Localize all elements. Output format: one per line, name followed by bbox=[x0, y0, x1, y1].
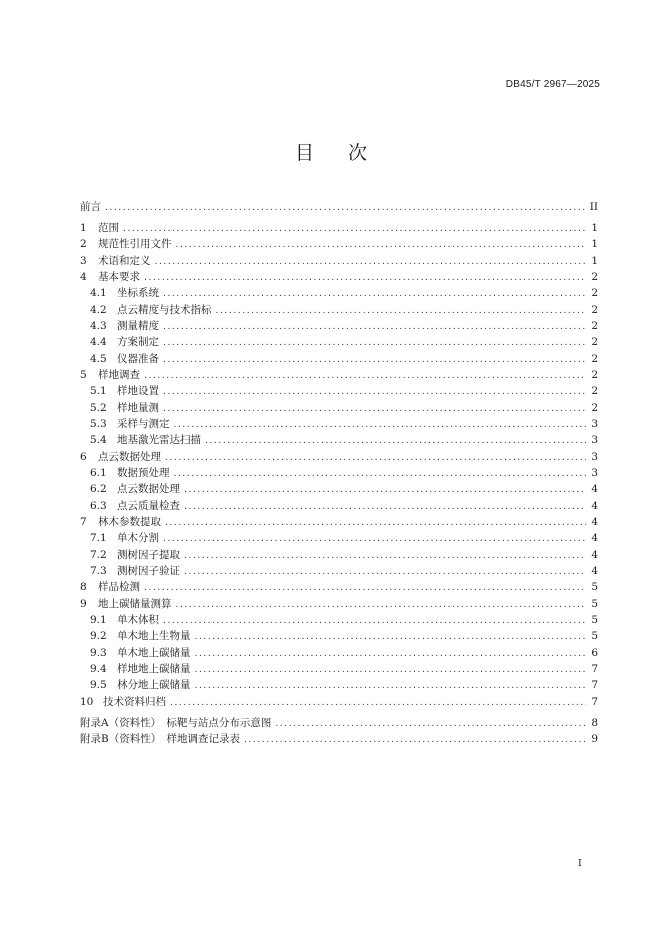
toc-entry-label: 单木分割 bbox=[117, 532, 159, 545]
toc-entry-number: 3 bbox=[80, 254, 87, 267]
toc-entry-page: 2 bbox=[591, 303, 598, 316]
toc-dot-leader bbox=[144, 273, 586, 283]
toc-entry-number: 6.3 bbox=[90, 499, 107, 512]
toc-entry-number: 4 bbox=[80, 270, 87, 283]
page-title bbox=[0, 138, 662, 165]
toc-entry[interactable] bbox=[80, 677, 598, 693]
toc-entry-page: 4 bbox=[591, 548, 598, 561]
toc-entry[interactable] bbox=[80, 302, 598, 318]
toc-dot-leader bbox=[184, 485, 586, 495]
toc-entry-label: 附录A（资料性） 标靶与站点分布示意图 bbox=[80, 716, 272, 729]
toc-entry-page: 4 bbox=[591, 516, 598, 529]
toc-entry-page: 2 bbox=[591, 270, 598, 283]
toc-entry-page: 4 bbox=[591, 483, 598, 496]
toc-entry[interactable] bbox=[80, 596, 598, 612]
toc-dot-leader bbox=[205, 436, 586, 446]
toc-dot-leader bbox=[170, 698, 586, 708]
toc-entry-page: 3 bbox=[591, 467, 598, 479]
toc-entry-label: 样地量测 bbox=[117, 401, 159, 414]
toc-entry-number: 7.3 bbox=[90, 565, 107, 578]
toc-entry-number: 6 bbox=[80, 450, 87, 463]
toc-entry-page: 1 bbox=[591, 238, 598, 251]
toc-entry-label: 采样与测定 bbox=[117, 417, 170, 430]
toc-entry-page: 7 bbox=[591, 663, 598, 676]
table-of-contents bbox=[80, 199, 598, 747]
toc-dot-leader bbox=[144, 371, 586, 381]
toc-entry[interactable] bbox=[80, 612, 598, 628]
toc-entry[interactable] bbox=[80, 530, 598, 546]
toc-entry-label: 点云质量检查 bbox=[117, 499, 180, 512]
toc-entry[interactable] bbox=[80, 285, 598, 301]
toc-dot-leader bbox=[174, 469, 587, 479]
toc-entry-number: 2 bbox=[80, 238, 87, 251]
toc-dot-leader bbox=[123, 224, 586, 234]
toc-entry[interactable] bbox=[80, 449, 598, 465]
toc-entry-page: 2 bbox=[591, 368, 598, 381]
toc-entry[interactable] bbox=[80, 481, 598, 497]
toc-entry-page: 2 bbox=[591, 287, 598, 300]
toc-entry-label: 范围 bbox=[98, 221, 119, 234]
toc-entry-label: 仪器准备 bbox=[117, 352, 159, 365]
toc-entry-number: 7 bbox=[80, 516, 87, 529]
toc-entry-label: 术语和定义 bbox=[98, 254, 151, 267]
toc-entry-label: 技术资料归档 bbox=[103, 695, 166, 708]
toc-entry[interactable] bbox=[80, 416, 598, 432]
toc-dot-leader bbox=[163, 616, 586, 626]
toc-entry[interactable] bbox=[80, 400, 598, 416]
toc-entry-page: 9 bbox=[591, 733, 598, 745]
toc-dot-leader bbox=[163, 404, 586, 414]
toc-entry[interactable] bbox=[80, 220, 598, 236]
toc-entry[interactable] bbox=[80, 628, 598, 644]
toc-dot-leader bbox=[155, 257, 587, 267]
toc-dot-leader bbox=[176, 240, 587, 250]
toc-entry-number: 5.2 bbox=[90, 401, 107, 414]
toc-entry[interactable] bbox=[80, 253, 598, 269]
toc-dot-leader bbox=[195, 665, 587, 675]
toc-entry[interactable] bbox=[80, 236, 598, 252]
toc-entry[interactable] bbox=[80, 465, 598, 481]
toc-entry[interactable] bbox=[80, 715, 598, 731]
toc-entry-page: 7 bbox=[591, 695, 598, 708]
toc-dot-leader bbox=[195, 632, 587, 642]
toc-entry-label: 单木地上生物量 bbox=[117, 630, 191, 643]
toc-entry-page: II bbox=[589, 201, 598, 213]
toc-entry-page: 1 bbox=[591, 221, 598, 234]
toc-entry-number: 4.3 bbox=[90, 319, 107, 332]
toc-entry-page: 2 bbox=[591, 401, 598, 414]
toc-dot-leader bbox=[165, 518, 586, 528]
toc-entry-page: 5 bbox=[591, 581, 598, 594]
toc-entry[interactable] bbox=[80, 367, 598, 383]
toc-entry-page: 5 bbox=[591, 597, 598, 610]
toc-entry-label: 点云数据处理 bbox=[98, 450, 161, 463]
toc-entry[interactable] bbox=[80, 334, 598, 350]
toc-entry-number: 1 bbox=[80, 221, 87, 234]
toc-entry-label: 单木体积 bbox=[117, 614, 159, 627]
toc-entry[interactable] bbox=[80, 563, 598, 579]
toc-entry-number: 9.5 bbox=[90, 679, 107, 692]
toc-entry[interactable] bbox=[80, 318, 598, 334]
toc-entry[interactable] bbox=[80, 498, 598, 514]
toc-entry-number: 9 bbox=[80, 597, 87, 610]
toc-dot-leader bbox=[195, 649, 587, 659]
toc-entry[interactable] bbox=[80, 199, 598, 215]
toc-entry[interactable] bbox=[80, 432, 598, 448]
toc-entry-label: 林木参数提取 bbox=[98, 516, 161, 529]
title-char-2: 次 bbox=[348, 142, 368, 164]
toc-entry-label: 样地地上碳储量 bbox=[117, 663, 191, 676]
toc-entry-label: 测树因子提取 bbox=[117, 548, 180, 561]
document-code: DB45/T 2967—2025 bbox=[505, 79, 600, 90]
toc-entry-page: 2 bbox=[591, 385, 598, 398]
toc-entry-label: 点云数据处理 bbox=[117, 483, 180, 496]
toc-entry-page: 4 bbox=[591, 499, 598, 512]
toc-dot-leader bbox=[163, 338, 586, 348]
toc-dot-leader bbox=[176, 600, 587, 610]
toc-entry-number: 9.2 bbox=[90, 630, 107, 643]
toc-dot-leader bbox=[165, 453, 586, 463]
toc-entry[interactable] bbox=[80, 661, 598, 677]
toc-entry-page: 5 bbox=[591, 630, 598, 643]
toc-dot-leader bbox=[244, 735, 586, 745]
toc-entry-number: 5.1 bbox=[90, 385, 107, 398]
toc-entry-label: 规范性引用文件 bbox=[98, 238, 172, 251]
toc-entry-label: 坐标系统 bbox=[117, 287, 159, 300]
toc-dot-leader bbox=[163, 322, 586, 332]
page-number: I bbox=[578, 858, 582, 869]
toc-dot-leader bbox=[275, 719, 586, 729]
toc-entry[interactable] bbox=[80, 579, 598, 595]
toc-entry-label: 点云精度与技术指标 bbox=[117, 303, 212, 316]
toc-entry-number: 9.3 bbox=[90, 646, 107, 659]
toc-entry-label: 前言 bbox=[80, 201, 101, 213]
toc-entry-number: 6.2 bbox=[90, 483, 107, 496]
toc-entry-number: 4.4 bbox=[90, 336, 107, 349]
toc-entry[interactable] bbox=[80, 694, 598, 710]
toc-dot-leader bbox=[163, 534, 586, 544]
toc-entry-page: 7 bbox=[591, 679, 598, 692]
toc-entry-label: 地基激光雷达扫描 bbox=[117, 434, 201, 447]
toc-entry-label: 样品检测 bbox=[98, 581, 140, 594]
toc-entry[interactable] bbox=[80, 731, 598, 747]
toc-entry-label: 数据预处理 bbox=[117, 467, 170, 479]
toc-dot-leader bbox=[163, 289, 586, 299]
toc-entry-label: 单木地上碳储量 bbox=[117, 646, 191, 659]
toc-dot-leader bbox=[163, 355, 586, 365]
toc-entry[interactable] bbox=[80, 514, 598, 530]
toc-entry-number: 4.1 bbox=[90, 287, 107, 300]
toc-entry-number: 8 bbox=[80, 581, 87, 594]
toc-dot-leader bbox=[174, 420, 587, 430]
toc-entry-page: 3 bbox=[591, 450, 598, 463]
toc-entry-page: 2 bbox=[591, 336, 598, 349]
toc-entry-number: 4.2 bbox=[90, 303, 107, 316]
toc-entry[interactable] bbox=[80, 645, 598, 661]
toc-entry-page: 2 bbox=[591, 352, 598, 365]
toc-entry-page: 6 bbox=[591, 646, 598, 659]
toc-entry-number: 5 bbox=[80, 368, 87, 381]
toc-entry-label: 样地调查 bbox=[98, 368, 140, 381]
toc-entry-number: 7.2 bbox=[90, 548, 107, 561]
toc-entry-label: 基本要求 bbox=[98, 270, 140, 283]
toc-entry-label: 方案制定 bbox=[117, 336, 159, 349]
toc-dot-leader bbox=[163, 387, 586, 397]
toc-entry-number: 10 bbox=[80, 695, 94, 708]
toc-entry-number: 4.5 bbox=[90, 352, 107, 365]
toc-entry-number: 9.4 bbox=[90, 663, 107, 676]
toc-entry-label: 附录B（资料性） 样地调查记录表 bbox=[80, 733, 240, 745]
toc-entry-page: 3 bbox=[591, 434, 598, 447]
toc-entry-page: 1 bbox=[591, 254, 598, 267]
toc-entry-number: 5.4 bbox=[90, 434, 107, 447]
toc-entry-number: 9.1 bbox=[90, 614, 107, 627]
toc-entry-page: 2 bbox=[591, 319, 598, 332]
toc-dot-leader bbox=[184, 502, 586, 512]
toc-dot-leader bbox=[195, 681, 587, 691]
toc-dot-leader bbox=[184, 567, 586, 577]
toc-dot-leader bbox=[216, 306, 587, 316]
toc-entry[interactable] bbox=[80, 383, 598, 399]
toc-entry-page: 4 bbox=[591, 565, 598, 578]
toc-dot-leader bbox=[144, 583, 586, 593]
toc-entry-page: 8 bbox=[591, 716, 598, 729]
toc-entry[interactable] bbox=[80, 547, 598, 563]
title-char-1: 目 bbox=[294, 142, 314, 164]
toc-entry-number: 6.1 bbox=[90, 467, 107, 479]
toc-dot-leader bbox=[184, 551, 586, 561]
toc-entry-number: 5.3 bbox=[90, 417, 107, 430]
toc-entry-page: 5 bbox=[591, 614, 598, 627]
toc-entry-page: 4 bbox=[591, 532, 598, 545]
toc-dot-leader bbox=[105, 203, 586, 213]
toc-entry-number: 7.1 bbox=[90, 532, 107, 545]
toc-entry-label: 测量精度 bbox=[117, 319, 159, 332]
toc-entry[interactable] bbox=[80, 269, 598, 285]
toc-entry-label: 测树因子验证 bbox=[117, 565, 180, 578]
toc-entry-label: 林分地上碳储量 bbox=[117, 679, 191, 692]
toc-entry-label: 样地设置 bbox=[117, 385, 159, 398]
toc-entry[interactable] bbox=[80, 351, 598, 367]
toc-entry-label: 地上碳储量测算 bbox=[98, 597, 172, 610]
toc-entry-page: 3 bbox=[591, 417, 598, 430]
